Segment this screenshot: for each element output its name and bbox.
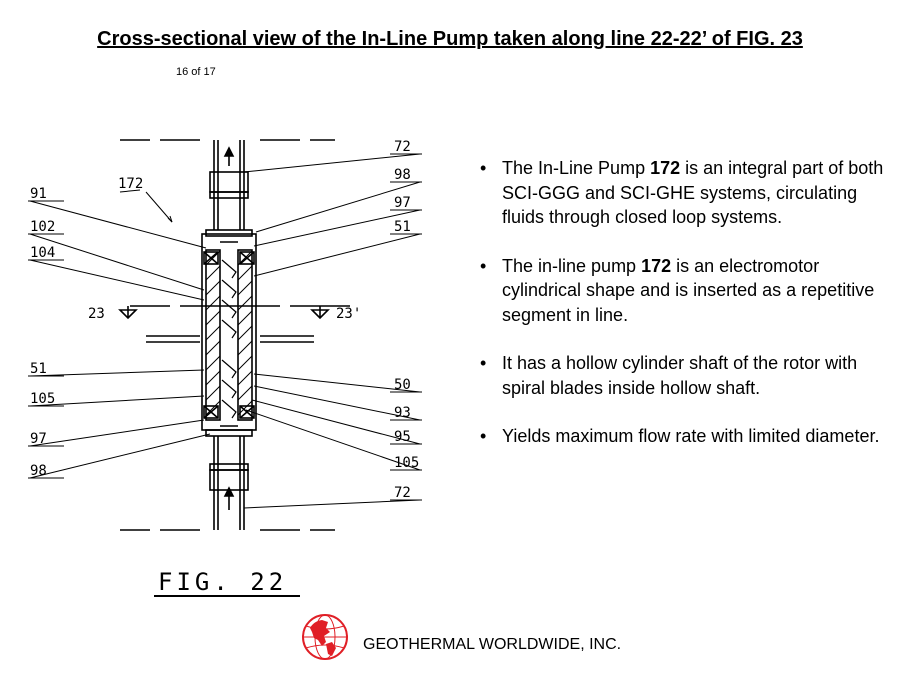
bullet-item: • It has a hollow cylinder shaft of the rotor with spiral blades inside hollow shaft. xyxy=(480,353,858,398)
company-name: GEOTHERMAL WORLDWIDE, INC. xyxy=(363,636,622,653)
label-105-right: 105 xyxy=(394,455,420,471)
label-23-prime: 23' xyxy=(336,306,362,322)
label-95: 95 xyxy=(394,429,411,445)
slide-title: Cross-sectional view of the In-Line Pump taken along line 22-22’ of FIG. 23 xyxy=(97,28,803,50)
label-102: 102 xyxy=(30,219,56,235)
label-72-bottom: 72 xyxy=(394,485,411,501)
label-105-left: 105 xyxy=(30,391,56,407)
label-51-left: 51 xyxy=(30,361,47,377)
bullet-dot-icon: • xyxy=(480,353,487,373)
label-93: 93 xyxy=(394,405,411,421)
label-98-right: 98 xyxy=(394,167,411,183)
bullet-dot-icon: • xyxy=(480,255,487,276)
bullet-item: • The in-line pump 172 is an electromotor cylindrical shape and is inserted as a repetitive segment in line. xyxy=(480,255,875,325)
bullet-dot-icon: • xyxy=(480,426,487,446)
figure-caption: FIG. 22 xyxy=(158,568,288,596)
label-23: 23 xyxy=(88,306,105,322)
globe-logo-icon xyxy=(300,612,350,662)
label-172: 172 xyxy=(118,176,144,192)
label-97-right: 97 xyxy=(394,195,411,211)
label-50: 50 xyxy=(394,377,411,393)
bullet-item: • Yields maximum flow rate with limited diameter. xyxy=(480,424,900,449)
bullet-item: • The In-Line Pump 172 is an integral part of both SCI-GGG and SCI-GHE systems, circulating fluids through closed loop systems. xyxy=(480,158,884,227)
label-91: 91 xyxy=(30,186,47,202)
pump-cross-section-drawing xyxy=(20,130,440,610)
page-number: 16 of 17 xyxy=(176,66,216,78)
label-97-left: 97 xyxy=(30,431,47,447)
bullet-dot-icon: • xyxy=(480,158,487,178)
label-51-right: 51 xyxy=(394,219,411,235)
label-72-top: 72 xyxy=(394,139,411,155)
label-98-left: 98 xyxy=(30,463,47,479)
bullet-list xyxy=(480,156,900,473)
label-104: 104 xyxy=(30,245,56,261)
